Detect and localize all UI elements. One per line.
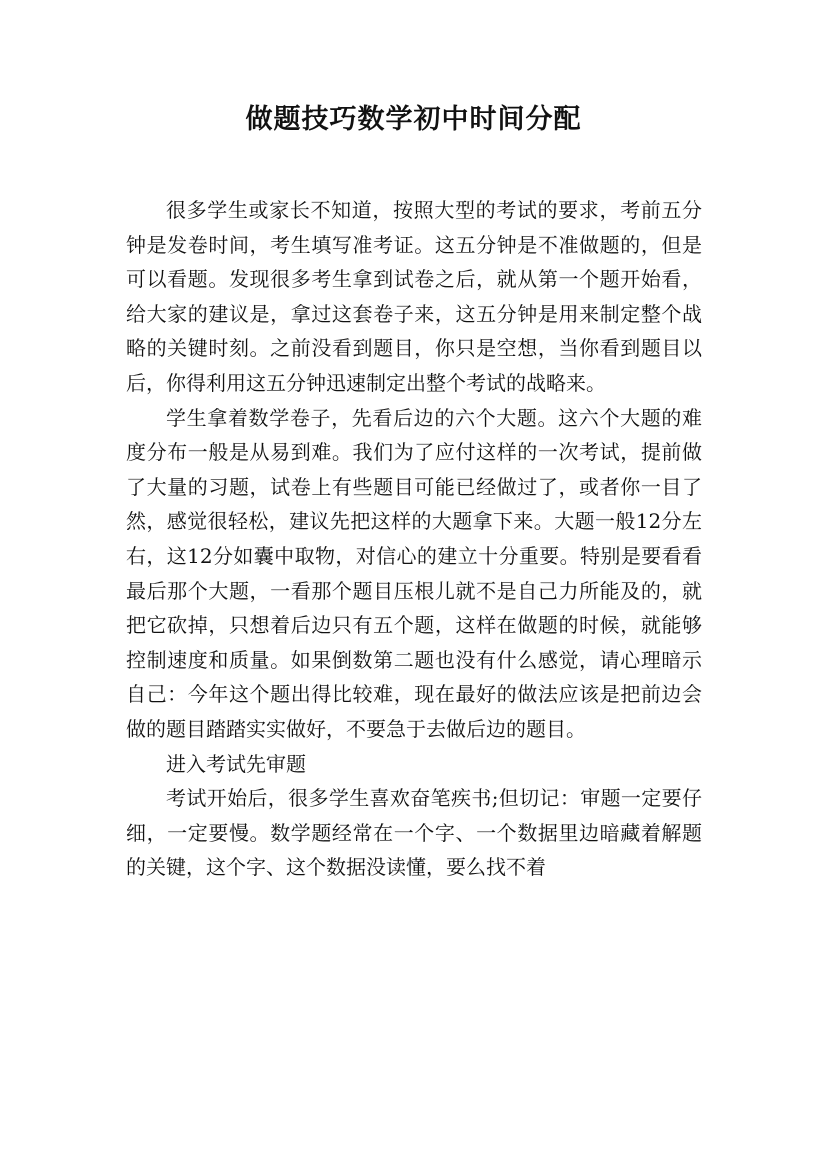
section-heading: 进入考试先审题 <box>166 751 306 776</box>
document-title: 做题技巧数学初中时间分配 <box>245 104 582 135</box>
paragraph-2: 学生拿着数学卷子，先看后边的六个大题。这六个大题的难度分布一般是从易到难。我们为了应付这样的一次考试，提前做了大量的习题，试卷上有些题目可能已经做过了，或者你一目了然，感觉很轻松，建议先把这样的大题拿下来。大题一般12分左右，这12分如囊中取物，对信心的建立十分重要。特别是要看看最后那个大题，一看那个题目压根儿就不是自己力所能及的，就把它砍掉，只想着后边只有五个题，这样在做题的时候，就能够控制速度和质量。如果倒数第二题也没有什么感觉，请心理暗示自己：今年这个题出得比较难，现在最好的做法应该是把前边会做的题目踏踏实实做好，不要急于去做后边的题目。 <box>126 405 702 741</box>
document-body <box>126 193 702 885</box>
paragraph-1: 很多学生或家长不知道，按照大型的考试的要求，考前五分钟是发卷时间，考生填写准考证。这五分钟是不准做题的，但是可以看题。发现很多考生拿到试卷之后，就从第一个题开始看，给大家的建议是，拿过这套卷子来，这五分钟是用来制定整个战略的关键时刻。之前没看到题目，你只是空想，当你看到题目以后，你得利用这五分钟迅速制定出整个考试的战略来。 <box>126 198 702 395</box>
paragraph-3: 考试开始后，很多学生喜欢奋笔疾书;但切记：审题一定要仔细，一定要慢。数学题经常在一个字、一个数据里边暗藏着解题的关键，这个字、这个数据没读懂，要么找不着 <box>126 786 702 880</box>
